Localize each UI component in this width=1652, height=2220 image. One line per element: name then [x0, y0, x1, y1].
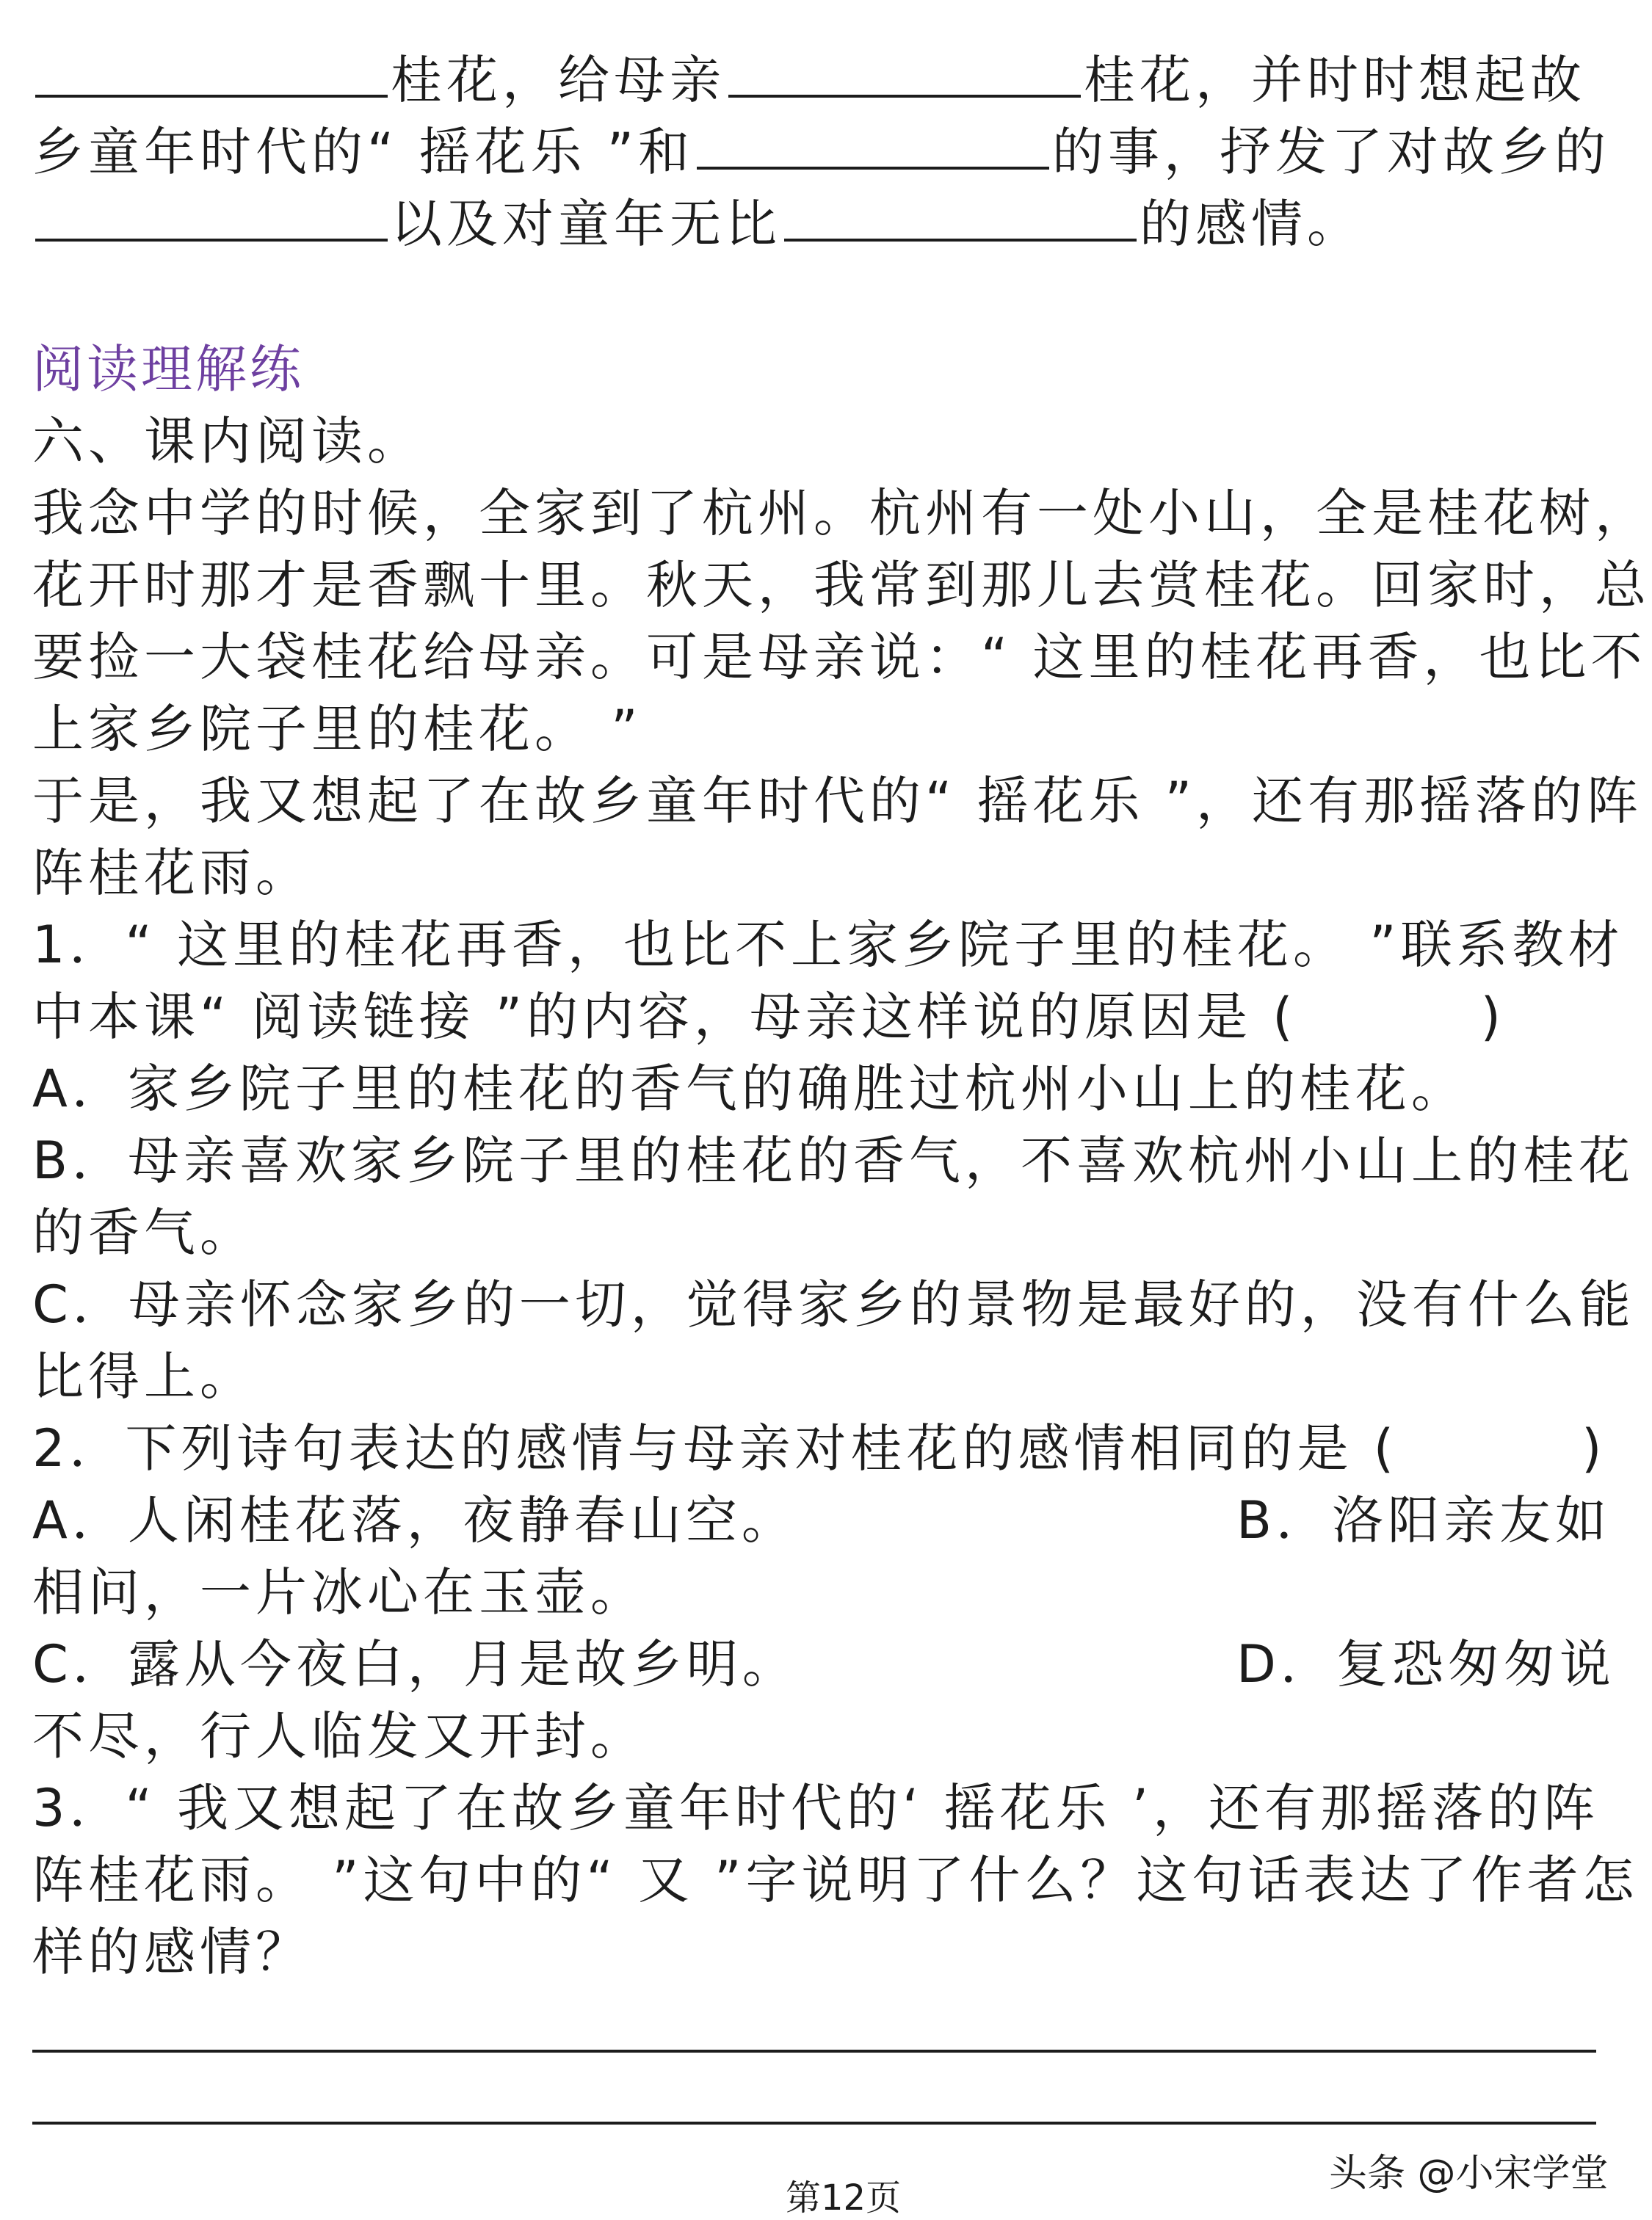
fill-in-text: 乡童年时代的“ 摇花乐 ”和	[32, 122, 695, 182]
q1-option-c-cont: 比得上。	[32, 1346, 256, 1407]
q2-option-b-cont: 相问，一片冰心在玉壶。	[32, 1562, 646, 1622]
q3-answer-line-2[interactable]	[32, 2122, 1596, 2125]
fill-in-text: 的事，抒发了对故乡的	[1052, 122, 1611, 182]
page-number: 第12页	[786, 2177, 902, 2219]
passage-line: 阵桂花雨。	[32, 843, 311, 903]
q1-option-b: B．母亲喜欢家乡院子里的桂花的香气，不喜欢杭州小山上的桂花	[32, 1131, 1635, 1191]
answer-blank-3[interactable]	[697, 118, 1049, 170]
q2-option-b: B．洛阳亲友如	[1236, 1490, 1612, 1550]
fill-in-line-3	[32, 188, 1626, 260]
q1-stem-text: 中本课“ 阅读链接 ”的内容，母亲这样说的原因是 (	[32, 987, 1297, 1047]
section-spacer	[32, 260, 1626, 333]
close-paren: )	[1480, 987, 1505, 1047]
q3-stem-line-1: 3．“ 我又想起了在故乡童年时代的‘ 摇花乐 ’，还有那摇落的阵	[32, 1778, 1600, 1838]
fill-in-text: 的感情。	[1140, 194, 1363, 254]
passage-line: 我念中学的时候，全家到了杭州。杭州有一处小山，全是桂花树，	[32, 483, 1651, 543]
answer-blank-1[interactable]	[35, 46, 388, 98]
fill-in-text: 桂花，并时时想起故	[1084, 50, 1586, 110]
q2-stem-text: 2．下列诗句表达的感情与母亲对桂花的感情相同的是 (	[32, 1418, 1399, 1479]
q2-options-row-1	[32, 1484, 1626, 1556]
answer-blank-5[interactable]	[784, 190, 1137, 242]
fill-in-text: 以及对童年无比	[391, 194, 781, 254]
question-heading: 六、课内阅读。	[32, 411, 423, 471]
q2-option-c: C．露从今夜白，月是故乡明。	[32, 1634, 798, 1694]
close-paren: )	[1582, 1418, 1606, 1479]
q1-option-a: A．家乡院子里的桂花的香气的确胜过杭州小山上的桂花。	[32, 1059, 1467, 1119]
answer-blank-2[interactable]	[728, 46, 1081, 98]
q1-stem-line-2	[32, 981, 1626, 1053]
fill-in-line-1	[32, 44, 1626, 116]
q1-option-c: C．母亲怀念家乡的一切，觉得家乡的景物是最好的，没有什么能	[32, 1274, 1635, 1335]
q2-stem	[32, 1412, 1626, 1484]
q3-stem-line-2: 阵桂花雨。 ”这句中的“ 又 ”字说明了什么？这句话表达了作者怎	[32, 1850, 1639, 1910]
q2-option-d-cont: 不尽，行人临发又开封。	[32, 1706, 646, 1766]
q3-answer-line-1[interactable]	[32, 2050, 1596, 2053]
q2-options-row-2	[32, 1628, 1626, 1700]
watermark: 头条 @小宋学堂	[1329, 2152, 1609, 2196]
q1-option-b-cont: 的香气。	[32, 1202, 256, 1263]
fill-in-line-2	[32, 116, 1626, 188]
passage-line: 要捡一大袋桂花给母亲。可是母亲说：“ 这里的桂花再香，也比不	[32, 627, 1647, 687]
section-title: 阅读理解练	[32, 339, 304, 399]
q2-option-d: D．复恐匆匆说	[1236, 1634, 1615, 1694]
q2-option-a: A．人闲桂花落，夜静春山空。	[32, 1490, 797, 1550]
passage-line: 上家乡院子里的桂花。 ”	[32, 699, 642, 759]
answer-blank-4[interactable]	[35, 190, 388, 242]
worksheet-page	[32, 44, 1651, 1988]
passage-line: 于是，我又想起了在故乡童年时代的“ 摇花乐 ”，还有那摇落的阵	[32, 771, 1643, 831]
fill-in-text: 桂花，给母亲	[391, 50, 725, 110]
passage-line: 花开时那才是香飘十里。秋天，我常到那儿去赏桂花。回家时，总	[32, 555, 1651, 615]
q1-stem-line-1: 1．“ 这里的桂花再香，也比不上家乡院子里的桂花。 ”联系教材	[32, 915, 1624, 975]
q3-stem-line-3: 样的感情？	[32, 1922, 311, 1982]
